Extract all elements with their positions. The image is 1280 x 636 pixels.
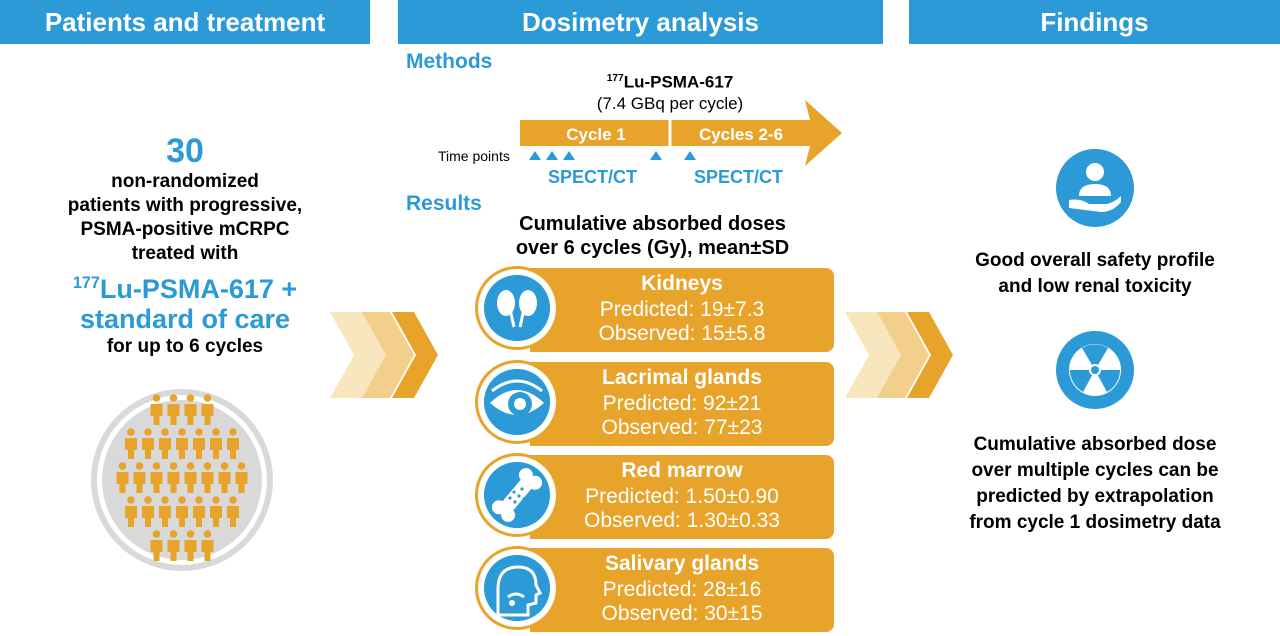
finding2-line1: Cumulative absorbed dose — [973, 434, 1217, 455]
spect-label-cycles26: SPECT/CT — [694, 167, 784, 187]
cycles26-label: Cycles 2-6 — [698, 125, 784, 144]
header-patients-treatment: Patients and treatment — [0, 0, 370, 44]
finding-extrapolation — [920, 432, 1270, 536]
results-title-line1: Cumulative absorbed doses — [519, 213, 786, 235]
bone-icon — [475, 453, 559, 537]
organ-box-lacrimal — [530, 362, 834, 446]
chevron-arrows-left — [330, 312, 440, 398]
chevron-arrows-right — [845, 312, 955, 398]
finding1-line1: Good overall safety profile — [975, 250, 1215, 271]
results-label: Results — [406, 192, 482, 215]
kidneys-icon — [475, 266, 559, 350]
eye-icon — [475, 360, 559, 444]
drug-isotope-sup: 177 — [72, 274, 100, 292]
drug-title-main: Lu-PSMA-617 — [623, 72, 734, 92]
finding2-line2: over multiple cycles can be — [971, 460, 1219, 481]
patients-line2: patients with progressive, — [67, 195, 303, 216]
organ-observed-marrow: Observed: 1.30±0.33 — [584, 509, 780, 532]
drug-name-large — [20, 268, 350, 304]
drug-line2: standard of care — [79, 304, 291, 334]
time-point-markers — [525, 150, 705, 162]
results-title — [480, 212, 825, 260]
drug-main: Lu-PSMA-617 + — [99, 274, 298, 304]
organ-observed-kidneys: Observed: 15±5.8 — [598, 322, 766, 345]
patients-line5: for up to 6 cycles — [106, 336, 264, 357]
finding-safety — [920, 248, 1270, 300]
patients-line3: PSMA-positive mCRPC — [80, 219, 290, 240]
patients-description — [20, 132, 350, 360]
cycle1-label: Cycle 1 — [566, 125, 626, 144]
patient-population-graphic — [90, 388, 274, 572]
organ-box-marrow — [530, 455, 834, 539]
patients-line4: treated with — [131, 243, 239, 264]
organ-predicted-lacrimal: Predicted: 92±21 — [602, 392, 762, 415]
organ-observed-salivary: Observed: 30±15 — [601, 602, 763, 625]
finding1-line2: and low renal toxicity — [998, 276, 1192, 297]
patient-care-icon — [1055, 148, 1135, 233]
finding2-line3: predicted by extrapolation — [976, 486, 1214, 507]
drug-dose: (7.4 GBq per cycle) — [596, 93, 744, 113]
finding2-line4: from cycle 1 dosimetry data — [969, 512, 1221, 533]
results-title-line2: over 6 cycles (Gy), mean±SD — [515, 237, 790, 259]
time-points-label: Time points — [438, 148, 510, 164]
spect-label-cycle1: SPECT/CT — [548, 167, 638, 187]
head-profile-icon — [475, 546, 559, 630]
organ-box-kidneys — [530, 268, 834, 352]
organ-name-kidneys: Kidneys — [641, 272, 723, 295]
patient-count: 30 — [166, 132, 204, 170]
organ-name-lacrimal: Lacrimal glands — [602, 366, 762, 389]
header-findings: Findings — [909, 0, 1280, 44]
organ-box-salivary — [530, 548, 834, 632]
drug-title-sup: 177 — [606, 73, 624, 84]
patients-line1: non-randomized — [111, 171, 259, 192]
radiation-icon — [1055, 330, 1135, 415]
organ-predicted-marrow: Predicted: 1.50±0.90 — [585, 485, 779, 508]
organ-observed-lacrimal: Observed: 77±23 — [601, 416, 763, 439]
organ-predicted-kidneys: Predicted: 19±7.3 — [599, 298, 765, 321]
organ-name-marrow: Red marrow — [621, 459, 743, 482]
organ-name-salivary: Salivary glands — [604, 552, 760, 575]
methods-label: Methods — [406, 50, 493, 73]
drug-title-name — [560, 68, 780, 94]
organ-predicted-salivary: Predicted: 28±16 — [602, 578, 762, 601]
header-dosimetry-analysis: Dosimetry analysis — [398, 0, 883, 44]
